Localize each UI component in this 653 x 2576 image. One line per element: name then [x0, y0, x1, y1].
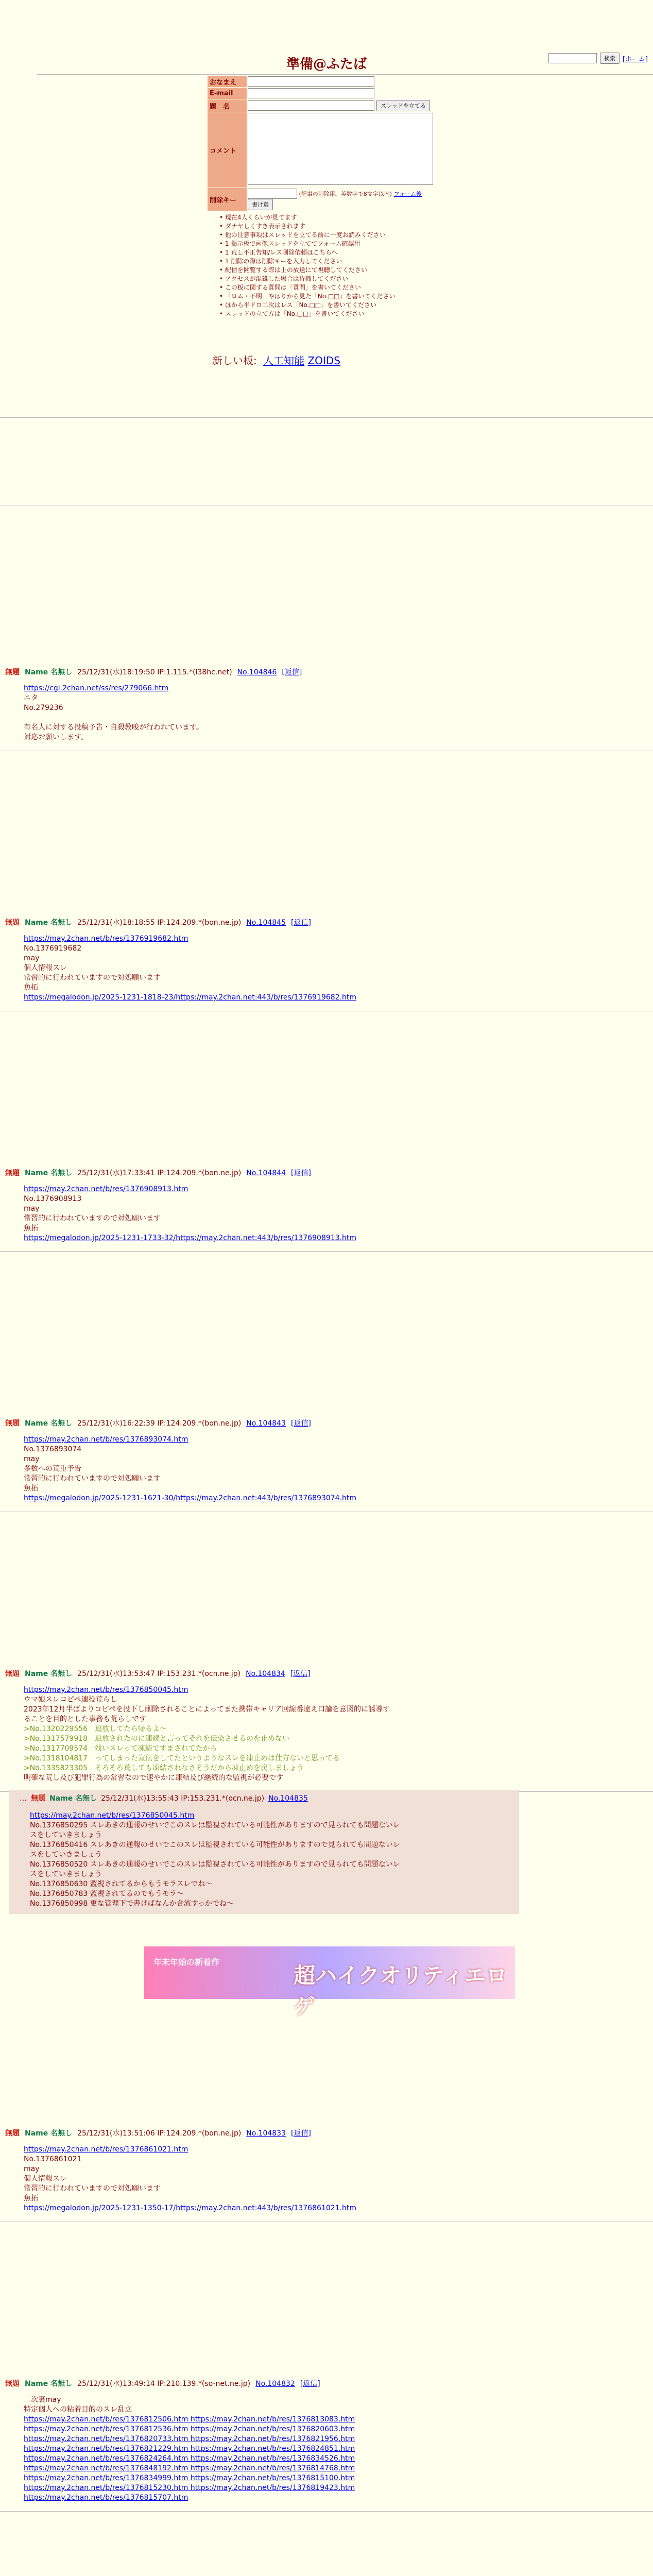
- post-link[interactable]: https://may.2chan.net/b/res/1376824264.htm https://may.2chan.net/b/res/1376834526.htm: [24, 2454, 355, 2463]
- post-line: 有名人に対する投稿予告・自殺教唆が行われています。: [24, 723, 203, 732]
- post-line: No.279236: [24, 704, 63, 712]
- post-link[interactable]: https://may.2chan.net/b/res/1376893074.htm: [24, 1435, 188, 1444]
- name-field[interactable]: [248, 76, 374, 87]
- note-item: • 1 掲示板で画像スレッドを立ててフォーム確認用: [219, 240, 396, 248]
- post-link[interactable]: https://may.2chan.net/b/res/1376919682.htm: [24, 935, 188, 943]
- reply-line: スをしていきましょう: [30, 1851, 102, 1859]
- thread-name: Name 名無し: [25, 2129, 73, 2138]
- post-link[interactable]: https://megalodon.jp/2025-1231-1733-32/https://may.2chan.net:443/b/res/1376908913.htm: [24, 1234, 357, 1242]
- thread-body: [24, 684, 653, 742]
- thread-header: [0, 1669, 653, 1679]
- thread-subject: 無題: [5, 2129, 20, 2138]
- thread-no[interactable]: No.104845: [246, 919, 286, 927]
- post-line: 魚拓: [24, 1224, 38, 1232]
- reply-link[interactable]: [返信]: [290, 1670, 311, 1678]
- reply-marker: …: [20, 1794, 27, 1803]
- thread-separator: [0, 2511, 653, 2512]
- post-link[interactable]: https://may.2chan.net/b/res/1376815230.htm https://may.2chan.net/b/res/1376819423.htm: [24, 2484, 355, 2492]
- thread-name: Name 名無し: [25, 2380, 73, 2388]
- post-line: No.1376861021: [24, 2155, 82, 2163]
- post-line: 個人情報スレ: [24, 2175, 67, 2183]
- note-item: • 1 荒し不正告知/レス削除依頼はこちらへ: [219, 248, 396, 257]
- note-item: • この板に関する質問は「質問」を書いてください: [219, 283, 396, 292]
- post-link[interactable]: https://may.2chan.net/b/res/1376820733.htm https://may.2chan.net/b/res/1376821956.htm: [24, 2435, 355, 2443]
- post-line: 対応お願いします。: [24, 733, 88, 741]
- post-link[interactable]: https://may.2chan.net/b/res/1376812536.htm https://may.2chan.net/b/res/1376820603.htm: [24, 2425, 355, 2433]
- post-line: 魚拓: [24, 984, 38, 992]
- thread-subject: 無題: [5, 1419, 20, 1428]
- thread-date: 25/12/31(水)13:51:06 IP:124.209.*(bon.ne.jp): [77, 2129, 242, 2138]
- reply-line: No.1376850630 監視されてるからもうモラスレでね～: [30, 1880, 213, 1888]
- thread-subject: 無題: [5, 668, 20, 676]
- comment-field[interactable]: [248, 113, 433, 185]
- thread: [0, 1168, 653, 1252]
- thread-subject: 無題: [5, 919, 20, 927]
- thread-body: [24, 1685, 653, 1783]
- search-button[interactable]: 検索: [600, 53, 620, 64]
- reply-post: [9, 1790, 519, 1914]
- reply-link[interactable]: [返信]: [290, 2129, 311, 2138]
- post-link[interactable]: https://may.2chan.net/b/res/1376908913.htm: [24, 1185, 188, 1193]
- clear-button[interactable]: 書け選: [248, 199, 273, 210]
- post-line: No.1376919682: [24, 944, 82, 953]
- reply-subject: 無題: [31, 1794, 45, 1803]
- reply-body: [30, 1811, 514, 1909]
- thread-date: 25/12/31(水)16:22:39 IP:124.209.*(bon.ne.jp): [77, 1419, 242, 1428]
- post-line: may: [24, 2165, 40, 2173]
- board-link-ai[interactable]: 人工知能: [263, 354, 305, 367]
- reply-link[interactable]: [返信]: [300, 2380, 320, 2388]
- post-link[interactable]: https://may.2chan.net/b/res/1376815707.htm: [24, 2494, 188, 2502]
- new-boards-label: 新しい板:: [212, 354, 257, 367]
- thread-date: 25/12/31(水)17:33:41 IP:124.209.*(bon.ne.jp): [77, 1169, 242, 1177]
- banner-caption: 年末年始の新着作: [153, 1957, 220, 1967]
- post-line: 二次裏may: [24, 2396, 61, 2404]
- post-line: 常習的に行われていますので対処願います: [24, 1475, 161, 1483]
- email-field[interactable]: [248, 88, 374, 98]
- post-line: No.1376908913: [24, 1195, 82, 1203]
- thread: [0, 1669, 653, 1792]
- subject-label: 題 名: [208, 99, 247, 112]
- post-link[interactable]: https://megalodon.jp/2025-1231-1350-17/https://may.2chan.net:443/b/res/1376861021.htm: [24, 2204, 357, 2212]
- form-link[interactable]: フォーム後: [393, 191, 422, 197]
- post-line: >No.1317709574 残いスレって凍結ですまされてたから: [24, 1744, 217, 1753]
- post-link[interactable]: https://megalodon.jp/2025-1231-1621-30/https://may.2chan.net:443/b/res/1376893074.htm: [24, 1494, 357, 1502]
- post-link[interactable]: https://may.2chan.net/b/res/1376861021.htm: [24, 2145, 188, 2154]
- note-item: • アクセスが混雑した場合は待機してください: [219, 275, 396, 283]
- thread-body: [24, 1184, 653, 1243]
- thread-body: [24, 934, 653, 1003]
- thread-date: 25/12/31(水)13:49:14 IP:210.139.*(so-net.ne.jp): [77, 2380, 251, 2388]
- post-line: 個人情報スレ: [24, 964, 67, 972]
- post-link[interactable]: https://may.2chan.net/b/res/1376821229.htm https://may.2chan.net/b/res/1376824851.htm: [24, 2445, 355, 2453]
- reply-link[interactable]: [返信]: [290, 1419, 311, 1428]
- reply-name: Name 名無し: [49, 1794, 97, 1803]
- home-link[interactable]: [ホーム]: [622, 55, 648, 63]
- thread-header: [0, 2379, 653, 2389]
- note-item: • 他の注意事項はスレッドを立てる前に一度お読みください: [219, 231, 396, 240]
- thread-subject: 無題: [5, 2380, 20, 2388]
- post-line: [24, 713, 653, 723]
- thread-header: [0, 2129, 653, 2139]
- thread-body: [24, 2395, 653, 2503]
- thread-header: [0, 1419, 653, 1429]
- page-title: 準備@ふたば: [286, 57, 367, 72]
- post-line: 常習的に行われていますので対処願います: [24, 1214, 161, 1223]
- thread-body: [24, 1435, 653, 1503]
- thread-header: [0, 918, 653, 928]
- note-item: • 「ロム・不明」やはりから見た「No.□□」を書いてください: [219, 292, 396, 301]
- delkey-label: 削除キー: [208, 188, 247, 211]
- banner-headline: 超ハイクオリティエロゲ: [294, 1963, 507, 2019]
- post-line: may: [24, 1205, 40, 1213]
- post-line: >No.1320229556 追放してたら帰るよ～: [24, 1725, 167, 1733]
- post-line: ニタ: [24, 694, 38, 702]
- post-line: 2023年12月半ばよりコピペを投下し削除されることによってまた携帯キャリア回線番違え口論を意図的に誘導す: [24, 1705, 390, 1714]
- thread-date: 25/12/31(水)13:53:47 IP:153.231.*(ocn.ne.jp): [77, 1670, 241, 1678]
- new-boards: [212, 352, 340, 367]
- thread-name: Name 名無し: [25, 1670, 73, 1678]
- thread-date: 25/12/31(水)18:18:55 IP:124.209.*(bon.ne.jp): [77, 919, 242, 927]
- thread-no[interactable]: No.104832: [255, 2380, 295, 2388]
- subject-field[interactable]: [248, 100, 374, 111]
- thread-no[interactable]: No.104833: [246, 2129, 286, 2138]
- thread-header: [0, 1168, 653, 1178]
- thread-header: [0, 668, 653, 677]
- note-item: • スレッドの立て方は「No.□□」を書いてください: [219, 310, 396, 318]
- reply-link[interactable]: [返信]: [290, 919, 311, 927]
- thread-name: Name 名無し: [25, 919, 73, 927]
- post-line: ウマ娘スレコピペ連投荒らし: [24, 1696, 117, 1704]
- post-line: >No.1318104817 ってしまった宣伝をしてたというようなスレを凍止めは仕方ないと思ってる: [24, 1754, 340, 1762]
- thread: [0, 2129, 653, 2222]
- thread: [0, 1419, 653, 1512]
- post-link[interactable]: https://may.2chan.net/b/res/1376812506.htm https://may.2chan.net/b/res/1376813083.htm: [24, 2415, 355, 2424]
- rules-notes: [214, 213, 396, 318]
- submit-button[interactable]: スレッドを立てる: [376, 100, 430, 111]
- note-item: • 配信を閲覧する際は上の放送にて視聴してください: [219, 266, 396, 275]
- thread-no[interactable]: No.104844: [246, 1169, 286, 1177]
- name-label: おなまえ: [208, 76, 247, 87]
- post-line: 特定個人への粘着目的のスレ乱立: [24, 2405, 132, 2414]
- reply-line: スをしていきましょう: [30, 1831, 102, 1839]
- thread-no[interactable]: No.104846: [237, 668, 277, 676]
- post-line: 多数への荒重予告: [24, 1465, 81, 1473]
- reply-line: No.1376850295 スレあきの通報のせいでこのスレは監視されている可能性がありますので見られても問題ないレ: [30, 1821, 400, 1829]
- post-form: [207, 75, 434, 211]
- email-label: E-mail: [208, 88, 247, 99]
- thread-name: Name 名無し: [25, 1169, 73, 1177]
- thread-name: Name 名無し: [25, 668, 73, 676]
- post-line: 明確な荒し及び犯罪行為の常習なので速やかに凍結及び継続的な監視が必要です: [24, 1774, 283, 1782]
- reply-link[interactable]: [返信]: [290, 1169, 311, 1177]
- note-item: • 1 削除の際は削除キーを入力してください: [219, 257, 396, 266]
- thread: [0, 918, 653, 1011]
- reply-line: No.1376850998 更な管理下で書けばなんか合流すっかでね～: [30, 1900, 234, 1908]
- form-divider: [0, 417, 653, 418]
- thread: [0, 668, 653, 751]
- thread-date: 25/12/31(水)18:19:50 IP:1.115.*(l38hc.net): [77, 668, 232, 676]
- note-item: • ダナヤしくすき表示されます: [219, 222, 396, 231]
- post-line: 魚拓: [24, 1484, 38, 1493]
- reply-link[interactable]: [返信]: [282, 668, 302, 676]
- title-divider: [37, 74, 653, 75]
- post-link[interactable]: https://may.2chan.net/b/res/1376850045.htm: [24, 1686, 188, 1694]
- post-link[interactable]: https://may.2chan.net/b/res/1376848192.htm https://may.2chan.net/b/res/1376814768.htm: [24, 2464, 355, 2472]
- thread: [0, 2379, 653, 2512]
- post-line: ることを目的とした事務も荒らしです: [24, 1715, 146, 1723]
- thread-name: Name 名無し: [25, 1419, 73, 1428]
- thread-separator: [0, 1251, 653, 1252]
- reply-line: スをしていきましょう: [30, 1870, 102, 1878]
- ad-banner[interactable]: [144, 1946, 515, 2019]
- thread-body: [24, 2145, 653, 2213]
- post-line: No.1376893074: [24, 1445, 82, 1453]
- reply-date: 25/12/31(水)13:55:43 IP:153.231.*(ocn.ne.jp): [101, 1794, 265, 1803]
- post-line: may: [24, 954, 40, 962]
- board-link-zoids[interactable]: ZOIDS: [307, 354, 340, 367]
- post-line: 常習的に行われていますので対処願います: [24, 2184, 161, 2193]
- note-item: • 現在4人くらいが見てます: [219, 213, 396, 222]
- post-link[interactable]: https://cgi.2chan.net/ss/res/279066.htm: [24, 684, 169, 692]
- reply-link-line[interactable]: https://may.2chan.net/b/res/1376850045.htm: [30, 1811, 195, 1820]
- note-item: • ほから半ドロ二次はレス「No.□□」を書いてください: [219, 301, 396, 310]
- comment-label: コメント: [208, 112, 247, 188]
- post-link[interactable]: https://may.2chan.net/b/res/1376834999.htm https://may.2chan.net/b/res/1376815100.htm: [24, 2474, 355, 2482]
- post-line: 常習的に行われていますので対処願います: [24, 974, 161, 982]
- delkey-field[interactable]: [248, 189, 297, 199]
- thread-subject: 無題: [5, 1670, 20, 1678]
- reply-line: No.1376850416 スレあきの通報のせいでこのスレは監視されている可能性がありますので見られても問題ないレ: [30, 1841, 400, 1849]
- reply-line: No.1376850783 監視されてるのでもうモラ～: [30, 1890, 184, 1898]
- delkey-note: (記事の削除用。英数字で8文字以内): [299, 191, 392, 197]
- post-link[interactable]: https://megalodon.jp/2025-1231-1818-23/https://may.2chan.net:443/b/res/1376919682.htm: [24, 993, 357, 1002]
- reply-line: No.1376850520 スレあきの通報のせいでこのスレは監視されている可能性がありますので見られても問題ないレ: [30, 1860, 400, 1869]
- thread-no[interactable]: No.104834: [246, 1670, 285, 1678]
- thread-subject: 無題: [5, 1169, 20, 1177]
- post-line: >No.1335823305 そろそろ荒しても凍結されなさそうだから凍止めを戻しましょう: [24, 1764, 304, 1772]
- post-line: >No.1317579918 追放されたのに連続と言ってそれを伝染させるのを止めない: [24, 1735, 290, 1743]
- thread-no[interactable]: No.104843: [246, 1419, 286, 1428]
- reply-no[interactable]: No.104835: [268, 1794, 308, 1803]
- post-line: may: [24, 1455, 40, 1463]
- post-line: 魚拓: [24, 2194, 38, 2202]
